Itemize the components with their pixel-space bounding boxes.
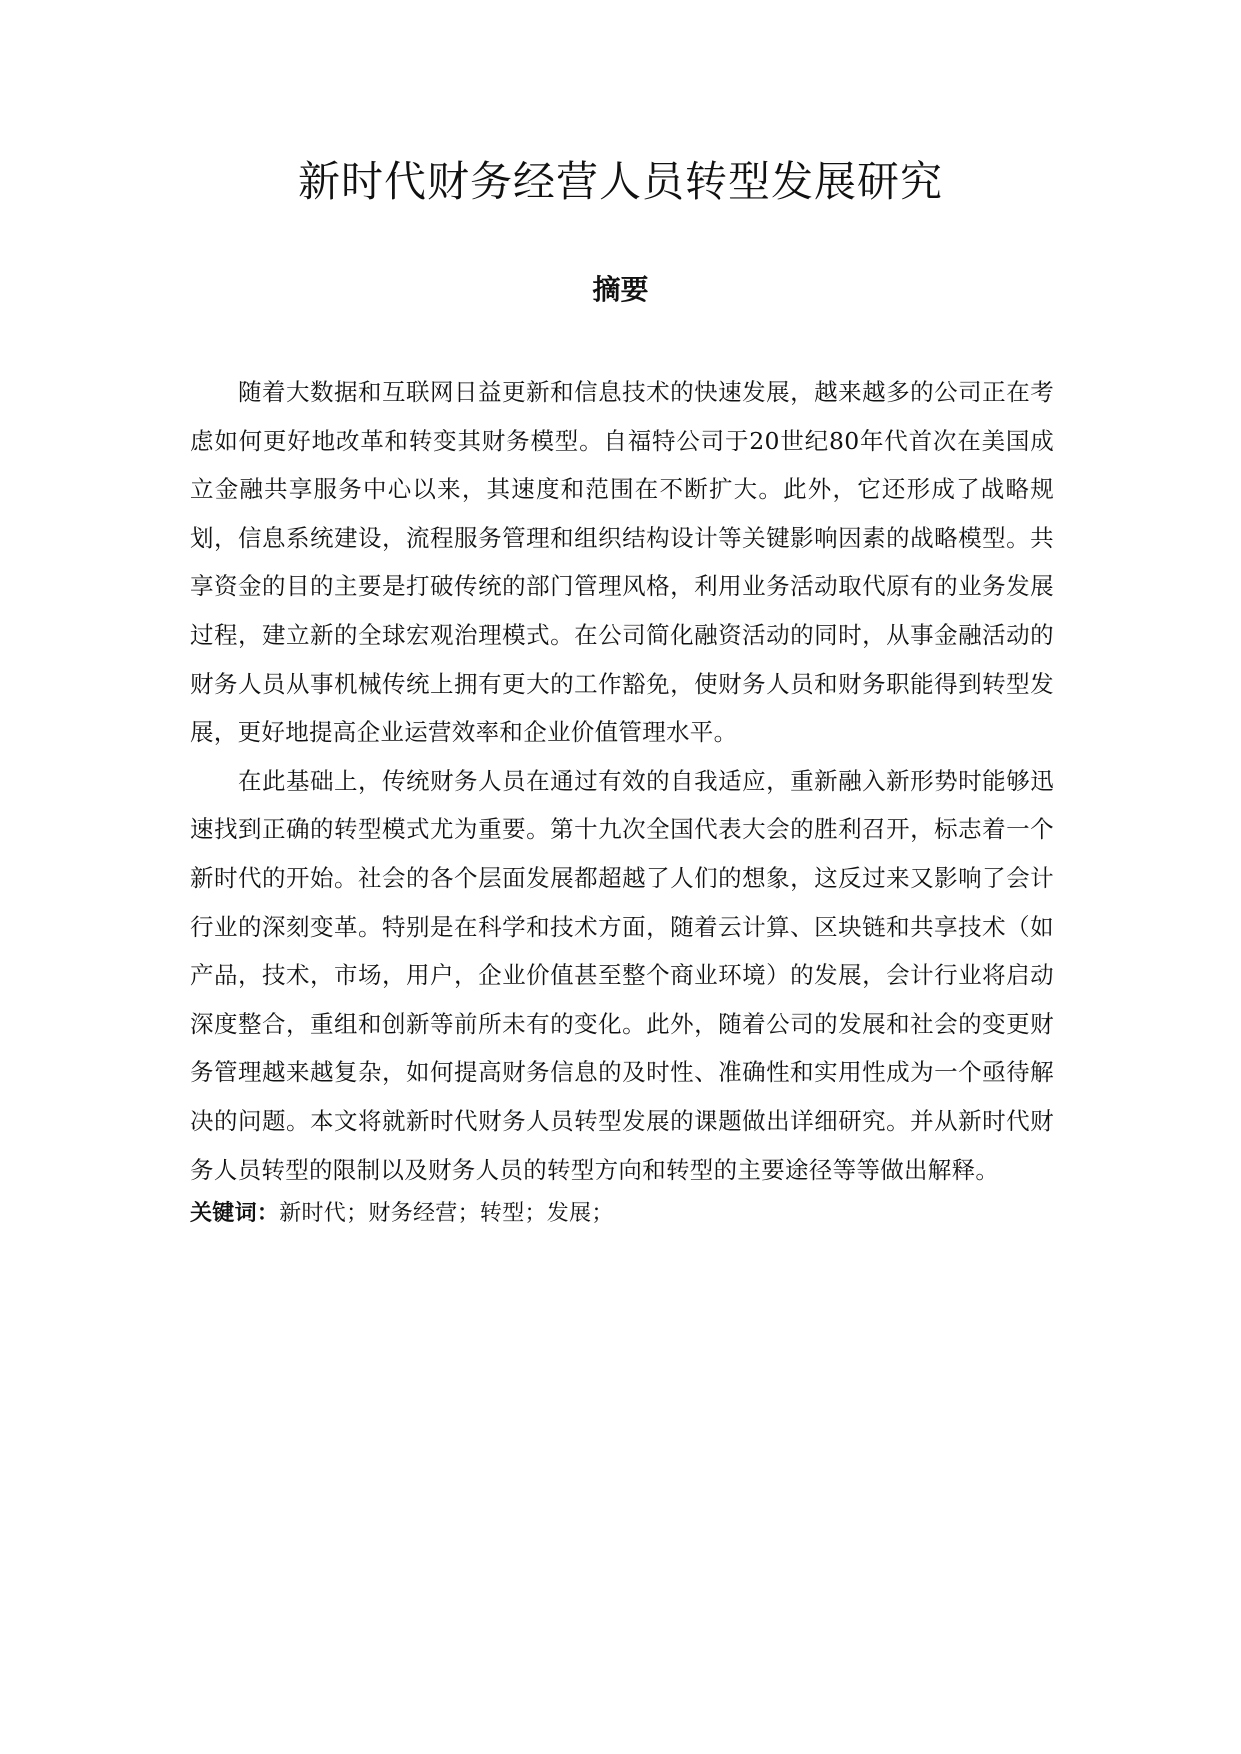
keywords-list: 新时代；财务经营；转型；发展； <box>279 1201 614 1227</box>
abstract-heading: 摘要 <box>592 273 649 306</box>
keywords-label: 关键词： <box>190 1201 280 1227</box>
document-title: 新时代财务经营人员转型发展研究 <box>297 157 943 206</box>
keywords-line <box>190 1194 1054 1234</box>
abstract-paragraph-1: 随着大数据和互联网日益更新和信息技术的快速发展，越来越多的公司正在考虑如何更好地改革和转变其财务模型。自福特公司于20世纪80年代首次在美国成立金融共享服务中心以来，其速度和范围在不断扩大。此外，它还形成了战略规划，信息系统建设，流程服务管理和组织结构设计等关键影响因素的战略模型。共享资金的目的主要是打破传统的部门管理风格，利用业务活动取代原有的业务发展过程，建立新的全球宏观治理模式。在公司简化融资活动的同时，从事金融活动的财务人员从事机械传统上拥有更大的工作豁免，使财务人员和财务职能得到转型发展，更好地提高企业运营效率和企业价值管理水平。 <box>190 378 1054 747</box>
abstract-paragraph-2: 在此基础上，传统财务人员在通过有效的自我适应，重新融入新形势时能够迅速找到正确的转型模式尤为重要。第十九次全国代表大会的胜利召开，标志着一个新时代的开始。社会的各个层面发展都超越了人们的想象，这反过来又影响了会计行业的深刻变革。特别是在科学和技术方面，随着云计算、区块链和共享技术（如产品，技术，市场，用户，企业价值甚至整个商业环境）的发展，会计行业将启动深度整合，重组和创新等前所未有的变化。此外，随着公司的发展和社会的变更财务管理越来越复杂，如何提高财务信息的及时性、准确性和实用性成为一个亟待解决的问题。本文将就新时代财务人员转型发展的课题做出详细研究。并从新时代财务人员转型的限制以及财务人员的转型方向和转型的主要途径等等做出解释。 <box>190 766 1054 1184</box>
abstract-body <box>190 368 1054 1234</box>
